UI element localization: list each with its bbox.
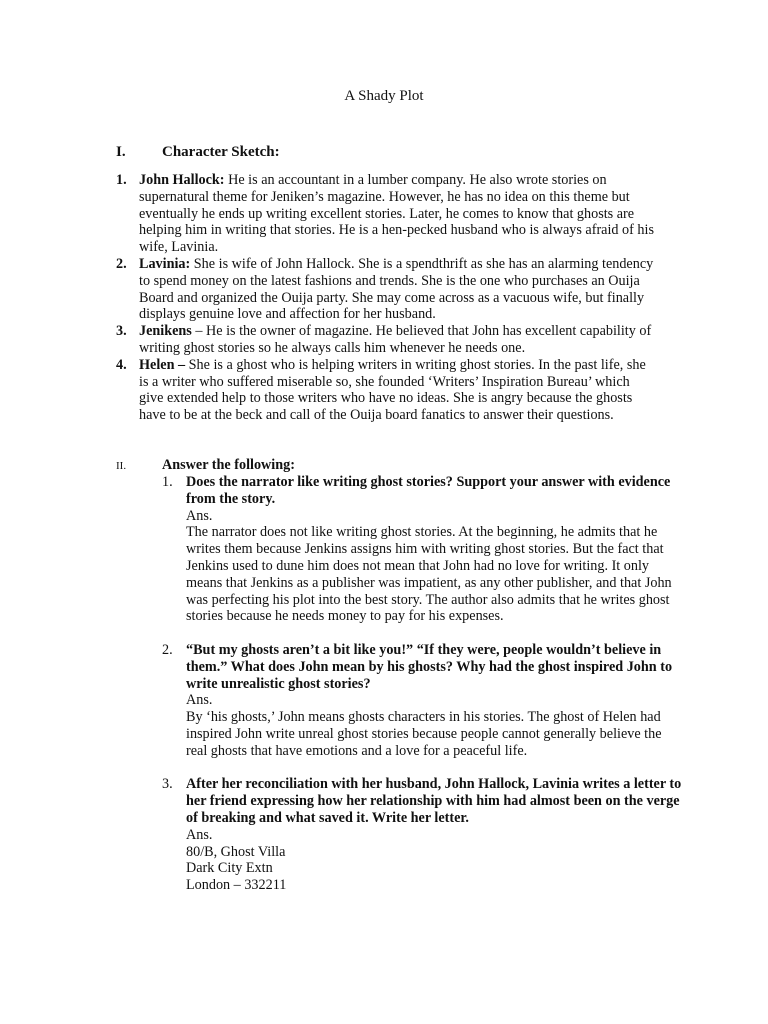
- character-name: Jenikens: [139, 323, 192, 340]
- character-description: She is a ghost who is helping writers in writing ghost stories. In the past life, she is a writer who suffered miserable so, she founded ‘Writers’ Inspiration Bureau’ which give extended help to those writers who have no ideas. She is angry because the ghosts have to be at the beck and call of the Ouija board fanatics to answer their questions.: [139, 356, 646, 424]
- character-list: [116, 172, 656, 424]
- address-line: 80/B, Ghost Villa: [186, 843, 286, 860]
- address-line: London – 332211: [186, 877, 287, 894]
- answer-label: Ans.: [186, 692, 213, 709]
- list-item: 1. Does the narrator like writing ghost stories? Support your answer with evidence from the story. Ans. The narrator does not like writing ghost stories. At the beginning, he admits that he writes them because Jenkins assigns him with writing ghost stories. But the fact that Jenkins used to dune him does not mean that John had no love for writing. It only means that Jenkins as a publisher was impatient, as any other publisher, and that John was perfecting his plot into the best story. The author also admits that he writes ghost stories because he needs money to pay for his expenses.: [162, 474, 682, 625]
- answer-text: By ‘his ghosts,’ John means ghosts characters in his stories. The ghost of Helen had inspired John write unreal ghost stories because people cannot generally believe the real ghosts that have emotions and a love for a peaceful life.: [186, 709, 662, 759]
- list-item: 3. Jenikens – He is the owner of magazine. He believed that John has excellent capability of writing ghost stories so he always calls him whenever he needs one.: [116, 323, 652, 356]
- list-item: 2. Lavinia: She is wife of John Hallock. She is a spendthrift as she has an alarming tendency to spend money on the latest fashions and trends. She is the one who purchases an Ouija Board and organized the Ouija party. She may come across as a vacuous wife, but finally displays genuine love and affection for her husband.: [116, 255, 654, 323]
- character-name: John Hallock:: [139, 172, 225, 188]
- character-description: She is wife of John Hallock. She is a spendthrift as she has an alarming tendency to spend money on the latest fashions and trends. She is the one who purchases an Ouija Board and organized the Ouija party. She may come across as a vacuous wife, but finally displays genuine love and affection for her husband.: [139, 255, 654, 323]
- question-text: After her reconciliation with her husband, John Hallock, Lavinia writes a letter to her friend expressing how her relationship with him had almost been on the verge of breaking and what saved it. Write her letter.: [186, 776, 682, 826]
- address-line: Dark City Extn: [186, 860, 273, 877]
- section-2-heading: Answer the following:: [162, 457, 295, 473]
- question-text: Does the narrator like writing ghost stories? Support your answer with evidence from the story.: [186, 474, 671, 507]
- section-2-number: II.: [116, 460, 127, 472]
- list-item: 3. After her reconciliation with her husband, John Hallock, Lavinia writes a letter to her friend expressing how her relationship with him had almost been on the verge of breaking and what saved it. Write her letter. Ans. 80/B, Ghost Villa Dark City Extn London – 332211: [162, 776, 682, 894]
- answer-label: Ans.: [186, 826, 213, 843]
- character-name: Helen –: [139, 356, 186, 373]
- section-1-number: I.: [116, 144, 126, 160]
- list-item: 2. “But my ghosts aren’t a bit like you!” “If they were, people wouldn’t believe in them.” What does John mean by his ghosts? Why had the ghost inspired John to write unrealistic ghost stories? Ans. By ‘his ghosts,’ John means ghosts characters in his stories. The ghost of Helen had inspired John write unreal ghost stories because people cannot generally believe the real ghosts that have emotions and a love for a peaceful life.: [162, 642, 682, 760]
- section-1-heading: Character Sketch:: [162, 144, 280, 160]
- answer-label: Ans.: [186, 507, 213, 524]
- list-item: 4. Helen – She is a ghost who is helping writers in writing ghost stories. In the past life, she is a writer who suffered miserable so, she founded ‘Writers’ Inspiration Bureau’ which give extended help to those writers who have no ideas. She is angry because the ghosts have to be at the beck and call of the Ouija board fanatics to answer their questions.: [116, 356, 646, 424]
- character-description: He is an accountant in a lumber company. He also wrote stories on supernatural theme for Jeniken’s magazine. However, he has no idea on this theme but eventually he ends up writing excellent stories. Later, he comes to know that ghosts are helping him in writing that stories. He is a hen-pecked husband who is always afraid of his wife, Lavinia.: [139, 172, 654, 256]
- character-description: – He is the owner of magazine. He believed that John has excellent capability of writing ghost stories so he always calls him whenever he needs one.: [139, 323, 652, 356]
- answer-text: The narrator does not like writing ghost stories. At the beginning, he admits that he writes them because Jenkins assigns him with writing ghost stories. But the fact that Jenkins used to dune him does not mean that John had no love for writing. It only means that Jenkins as a publisher was impatient, as any other publisher, and that John was perfecting his plot into the best story. The author also admits that he writes ghost stories because he needs money to pay for his expenses.: [186, 524, 672, 625]
- list-item: 1. John Hallock: He is an accountant in a lumber company. He also wrote stories on supernatural theme for Jeniken’s magazine. However, he has no idea on this theme but eventually he ends up writing excellent stories. Later, he comes to know that ghosts are helping him in writing that stories. He is a hen-pecked husband who is always afraid of his wife, Lavinia.: [116, 172, 654, 256]
- question-list: [162, 474, 682, 894]
- question-text: “But my ghosts aren’t a bit like you!” “If they were, people wouldn’t believe in them.” What does John mean by his ghosts? Why had the ghost inspired John to write unrealistic ghost stories?: [186, 641, 673, 692]
- document-title: A Shady Plot: [344, 88, 424, 104]
- character-name: Lavinia:: [139, 255, 191, 272]
